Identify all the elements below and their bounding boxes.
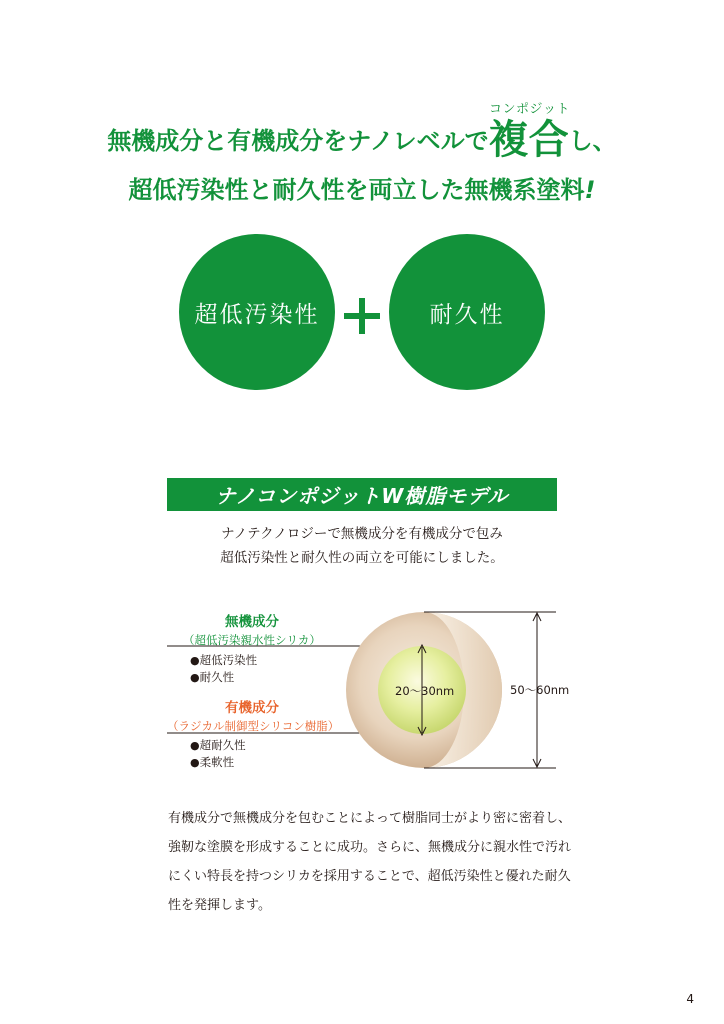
organic-subtitle: （ラジカル制御型シリコン樹脂） [167, 719, 340, 733]
headline-line2 [0, 170, 724, 205]
body-line3: にくい特長を持つシリカを採用することで、超低汚染性と優れた耐久 [168, 869, 571, 884]
plus-icon [344, 298, 380, 334]
headline-exclamation: ! [584, 176, 596, 204]
inorganic-bullet-1: 超低汚染性 [199, 653, 258, 667]
inorganic-subtitle: （超低汚染親水性シリカ） [183, 633, 321, 647]
headline-emphasis: 複合 [488, 117, 569, 163]
inorganic-title: 無機成分 [225, 614, 279, 630]
inorganic-bullet-2: 耐久性 [199, 670, 235, 684]
bullet-icon: ● [190, 756, 200, 769]
bullet-icon: ● [190, 671, 200, 684]
headline-line2-text: 超低汚染性と耐久性を両立した無機系塗料 [128, 176, 585, 204]
organic-title: 有機成分 [225, 700, 279, 716]
body-paragraph [168, 804, 588, 920]
outer-size-label: 50〜60nm [510, 683, 570, 697]
section-title: ナノコンポジットW樹脂モデル [215, 484, 509, 508]
circle-low-pollution [179, 234, 335, 390]
bullet-icon: ● [190, 739, 200, 752]
body-line2: 強靭な塗膜を形成することに成功。さらに、無機成分に親水性で汚れ [168, 840, 572, 855]
section-intro-line2: 超低汚染性と耐久性の両立を可能にしました。 [220, 550, 504, 566]
circle-durability [389, 234, 545, 390]
headline-line1-before: 無機成分と有機成分をナノレベルで [107, 127, 489, 155]
organic-bullet-2: 柔軟性 [199, 755, 235, 769]
page-number: 4 [686, 992, 694, 1006]
circle-low-pollution-label: 超低汚染性 [194, 301, 320, 328]
section-intro-line1: ナノテクノロジーで無機成分を有機成分で包み [221, 526, 503, 542]
bullet-icon: ● [190, 654, 200, 667]
body-line1: 有機成分で無機成分を包むことによって樹脂同士がより密に密着し、 [168, 811, 572, 826]
headline-ruby: コンポジット [489, 102, 571, 117]
headline-line1 [0, 116, 724, 165]
organic-bullet-1: 超耐久性 [199, 738, 246, 752]
section-intro [0, 522, 724, 570]
headline-line1-after: し、 [568, 127, 617, 155]
body-line4: 性を発揮します。 [168, 898, 271, 913]
section-banner [167, 478, 557, 511]
inner-size-label: 20〜30nm [395, 684, 455, 698]
circle-durability-label: 耐久性 [429, 301, 505, 328]
